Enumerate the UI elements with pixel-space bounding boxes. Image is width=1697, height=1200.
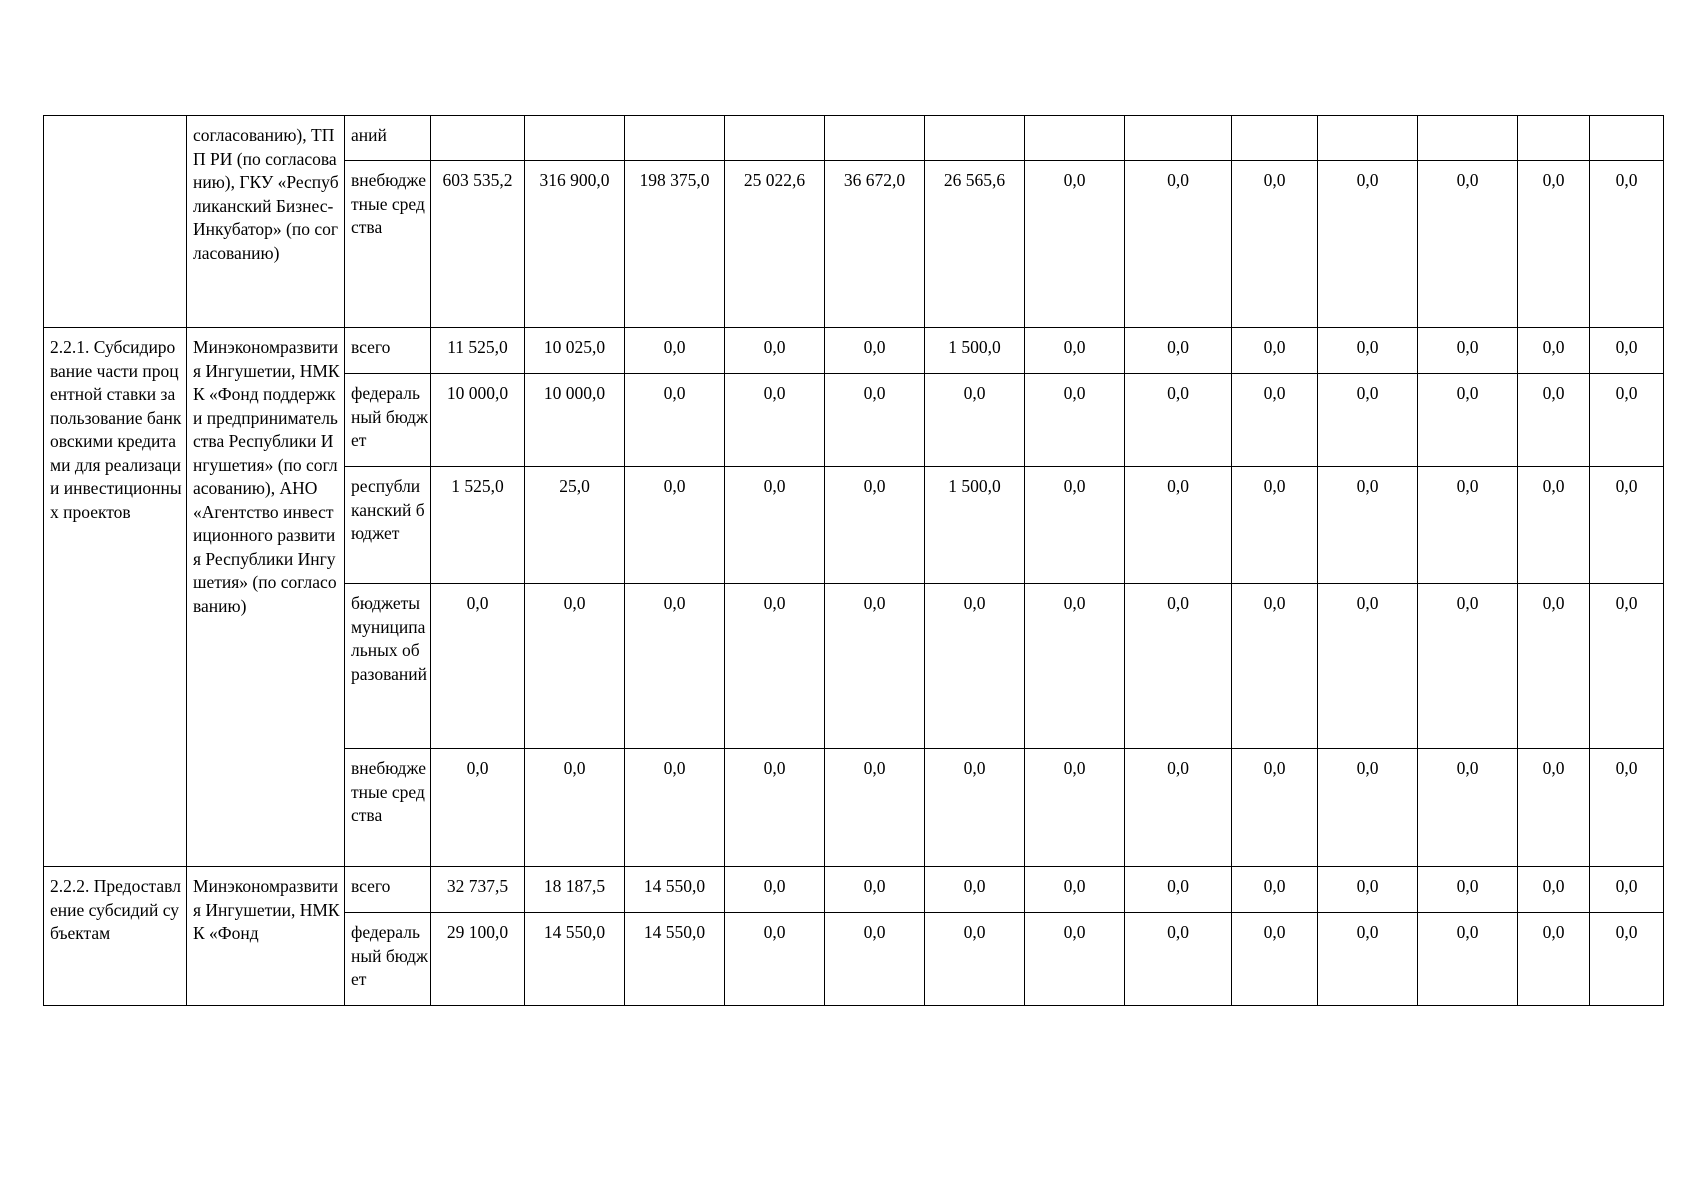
value-cell: 0,0 xyxy=(1232,161,1318,328)
value-cell: 0,0 xyxy=(1232,328,1318,374)
value-cell: 0,0 xyxy=(1025,584,1125,749)
value-cell: 0,0 xyxy=(825,749,925,867)
value-cell: 0,0 xyxy=(925,584,1025,749)
value-cell: 198 375,0 xyxy=(625,161,725,328)
executor-cell: Минэкономразвития Ингушетии, НМКК «Фонд поддержки предпринимательства Республики Ингушетия» (по согласованию), АНО «Агентство инвестиционного развития Республики Ингушетия» (по согласованию) xyxy=(187,328,345,867)
value-cell: 25 022,6 xyxy=(725,161,825,328)
value-cell: 0,0 xyxy=(1518,161,1590,328)
value-cell: 0,0 xyxy=(825,328,925,374)
value-cell: 0,0 xyxy=(925,749,1025,867)
value-cell: 0,0 xyxy=(1125,749,1232,867)
value-cell: 0,0 xyxy=(825,374,925,467)
value-cell: 0,0 xyxy=(1025,328,1125,374)
value-cell: 0,0 xyxy=(925,913,1025,1006)
value-cell: 36 672,0 xyxy=(825,161,925,328)
value-cell: 0,0 xyxy=(1418,374,1518,467)
source-cell: республиканский бюджет xyxy=(345,467,431,584)
value-cell: 0,0 xyxy=(1125,467,1232,584)
source-cell: всего xyxy=(345,867,431,913)
value-cell xyxy=(925,116,1025,161)
value-cell: 0,0 xyxy=(525,749,625,867)
value-cell: 1 525,0 xyxy=(431,467,525,584)
value-cell: 0,0 xyxy=(1025,467,1125,584)
value-cell: 0,0 xyxy=(1025,913,1125,1006)
value-cell: 0,0 xyxy=(1418,467,1518,584)
source-cell: внебюджетные средства xyxy=(345,161,431,328)
table-row xyxy=(44,328,1664,374)
value-cell: 0,0 xyxy=(1590,467,1664,584)
value-cell: 0,0 xyxy=(1590,161,1664,328)
value-cell: 316 900,0 xyxy=(525,161,625,328)
value-cell xyxy=(1232,116,1318,161)
value-cell: 0,0 xyxy=(1125,867,1232,913)
value-cell: 14 550,0 xyxy=(625,913,725,1006)
source-cell: федеральный бюджет xyxy=(345,913,431,1006)
measure-name-cell: 2.2.2. Предоставление субсидий субъектам xyxy=(44,867,187,1006)
table-body xyxy=(44,116,1664,1006)
value-cell: 0,0 xyxy=(1025,749,1125,867)
value-cell: 0,0 xyxy=(625,374,725,467)
value-cell: 0,0 xyxy=(725,374,825,467)
value-cell: 0,0 xyxy=(1232,749,1318,867)
value-cell: 0,0 xyxy=(1318,161,1418,328)
value-cell: 0,0 xyxy=(1318,374,1418,467)
value-cell: 0,0 xyxy=(1232,584,1318,749)
value-cell: 0,0 xyxy=(1318,867,1418,913)
value-cell: 0,0 xyxy=(825,913,925,1006)
value-cell xyxy=(1025,116,1125,161)
value-cell: 0,0 xyxy=(1418,161,1518,328)
value-cell: 0,0 xyxy=(431,749,525,867)
executor-cell: Минэкономразвития Ингушетии, НМКК «Фонд xyxy=(187,867,345,1006)
value-cell: 0,0 xyxy=(825,584,925,749)
value-cell: 0,0 xyxy=(1125,328,1232,374)
value-cell: 14 550,0 xyxy=(525,913,625,1006)
value-cell: 0,0 xyxy=(1125,913,1232,1006)
value-cell: 0,0 xyxy=(725,467,825,584)
value-cell: 0,0 xyxy=(1518,584,1590,749)
value-cell: 0,0 xyxy=(725,584,825,749)
value-cell: 0,0 xyxy=(925,374,1025,467)
value-cell: 0,0 xyxy=(1125,161,1232,328)
value-cell: 0,0 xyxy=(1418,328,1518,374)
value-cell xyxy=(525,116,625,161)
value-cell: 10 000,0 xyxy=(431,374,525,467)
value-cell: 0,0 xyxy=(1518,913,1590,1006)
value-cell: 0,0 xyxy=(725,867,825,913)
value-cell: 0,0 xyxy=(1318,749,1418,867)
value-cell: 1 500,0 xyxy=(925,467,1025,584)
value-cell: 0,0 xyxy=(1590,867,1664,913)
value-cell: 0,0 xyxy=(1232,867,1318,913)
value-cell: 0,0 xyxy=(1518,328,1590,374)
value-cell xyxy=(1518,116,1590,161)
value-cell: 0,0 xyxy=(1318,467,1418,584)
value-cell: 0,0 xyxy=(1590,749,1664,867)
value-cell: 0,0 xyxy=(1518,749,1590,867)
executor-cell: согласованию), ТПП РИ (по согласованию), ГКУ «Республиканский Бизнес-Инкубатор» (по согласованию) xyxy=(187,116,345,328)
value-cell: 0,0 xyxy=(725,913,825,1006)
value-cell: 11 525,0 xyxy=(431,328,525,374)
value-cell: 14 550,0 xyxy=(625,867,725,913)
source-cell: внебюджетные средства xyxy=(345,749,431,867)
source-cell: всего xyxy=(345,328,431,374)
value-cell: 0,0 xyxy=(1518,867,1590,913)
value-cell xyxy=(1590,116,1664,161)
value-cell: 0,0 xyxy=(1518,467,1590,584)
value-cell: 0,0 xyxy=(625,328,725,374)
value-cell xyxy=(825,116,925,161)
value-cell: 0,0 xyxy=(431,584,525,749)
value-cell: 0,0 xyxy=(1418,867,1518,913)
value-cell xyxy=(1418,116,1518,161)
value-cell: 0,0 xyxy=(1025,374,1125,467)
budget-table xyxy=(43,115,1664,1006)
value-cell: 0,0 xyxy=(725,328,825,374)
value-cell: 0,0 xyxy=(1125,584,1232,749)
value-cell: 29 100,0 xyxy=(431,913,525,1006)
value-cell: 0,0 xyxy=(1125,374,1232,467)
value-cell: 0,0 xyxy=(1418,749,1518,867)
value-cell: 18 187,5 xyxy=(525,867,625,913)
value-cell: 0,0 xyxy=(1418,913,1518,1006)
value-cell: 0,0 xyxy=(1232,467,1318,584)
source-cell: аний xyxy=(345,116,431,161)
value-cell: 10 000,0 xyxy=(525,374,625,467)
value-cell: 0,0 xyxy=(1318,584,1418,749)
value-cell: 0,0 xyxy=(1418,584,1518,749)
source-cell: федеральный бюджет xyxy=(345,374,431,467)
value-cell: 0,0 xyxy=(1590,328,1664,374)
value-cell: 25,0 xyxy=(525,467,625,584)
value-cell: 603 535,2 xyxy=(431,161,525,328)
value-cell: 0,0 xyxy=(1318,328,1418,374)
value-cell: 26 565,6 xyxy=(925,161,1025,328)
value-cell: 0,0 xyxy=(1590,584,1664,749)
value-cell: 1 500,0 xyxy=(925,328,1025,374)
value-cell: 0,0 xyxy=(1232,913,1318,1006)
value-cell: 0,0 xyxy=(625,584,725,749)
value-cell: 0,0 xyxy=(1025,867,1125,913)
value-cell xyxy=(431,116,525,161)
value-cell: 0,0 xyxy=(1590,374,1664,467)
value-cell: 0,0 xyxy=(1518,374,1590,467)
source-cell: бюджеты муниципальных образований xyxy=(345,584,431,749)
value-cell: 0,0 xyxy=(725,749,825,867)
value-cell xyxy=(625,116,725,161)
value-cell: 0,0 xyxy=(1025,161,1125,328)
value-cell: 0,0 xyxy=(525,584,625,749)
value-cell xyxy=(1318,116,1418,161)
table-row xyxy=(44,867,1664,913)
value-cell: 0,0 xyxy=(1318,913,1418,1006)
value-cell: 0,0 xyxy=(825,467,925,584)
value-cell: 0,0 xyxy=(625,467,725,584)
value-cell: 0,0 xyxy=(825,867,925,913)
value-cell: 10 025,0 xyxy=(525,328,625,374)
value-cell xyxy=(725,116,825,161)
measure-name-cell: 2.2.1. Субсидирование части процентной ставки за пользование банковскими кредитами для реализации инвестиционных проектов xyxy=(44,328,187,867)
value-cell: 32 737,5 xyxy=(431,867,525,913)
value-cell xyxy=(1125,116,1232,161)
table-row xyxy=(44,116,1664,161)
value-cell: 0,0 xyxy=(625,749,725,867)
measure-name-cell xyxy=(44,116,187,328)
value-cell: 0,0 xyxy=(1590,913,1664,1006)
value-cell: 0,0 xyxy=(925,867,1025,913)
value-cell: 0,0 xyxy=(1232,374,1318,467)
